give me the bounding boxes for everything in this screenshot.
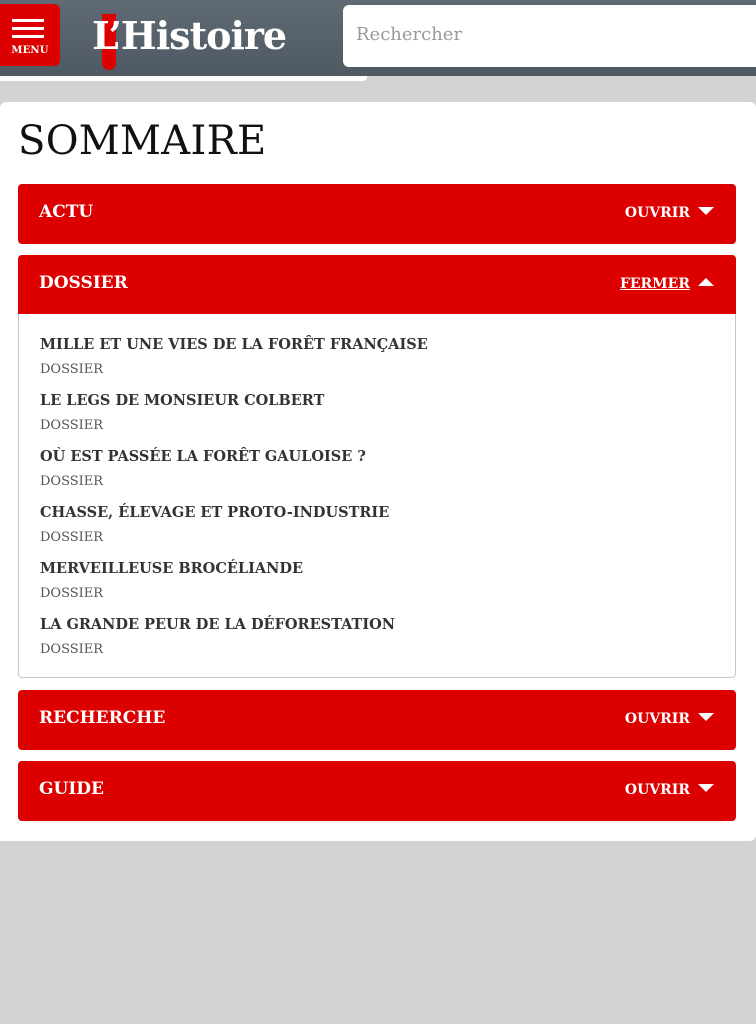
section-toggle[interactable]	[625, 782, 714, 798]
section-title: GUIDE	[39, 779, 104, 799]
triangle-up-icon	[698, 278, 714, 286]
section-header-dossier[interactable]	[18, 255, 736, 315]
section-toggle[interactable]	[625, 205, 714, 221]
menu-label: MENU	[11, 45, 49, 56]
article-category: DOSSIER	[40, 586, 104, 601]
list-item	[40, 616, 395, 657]
list-item	[40, 560, 303, 601]
section-header-guide[interactable]	[18, 761, 736, 821]
list-item	[40, 392, 324, 433]
article-category: DOSSIER	[40, 530, 104, 545]
article-category: DOSSIER	[40, 362, 104, 377]
site-logo[interactable]	[92, 10, 286, 66]
header-underline	[0, 76, 367, 81]
article-category: DOSSIER	[40, 418, 104, 433]
page-title: SOMMAIRE	[18, 118, 267, 164]
triangle-down-icon	[698, 713, 714, 721]
search-placeholder: Rechercher	[356, 24, 463, 45]
list-item	[40, 504, 389, 545]
logo-text: L’Histoire	[92, 13, 287, 58]
toggle-label: OUVRIR	[624, 205, 690, 221]
section-title: ACTU	[39, 202, 94, 222]
article-link[interactable]: CHASSE, ÉLEVAGE ET PROTO-INDUSTRIE	[40, 504, 390, 521]
toggle-label: OUVRIR	[624, 711, 690, 727]
triangle-down-icon	[698, 784, 714, 792]
article-category: DOSSIER	[40, 642, 104, 657]
list-item	[40, 336, 428, 377]
section-title: RECHERCHE	[39, 708, 166, 728]
section-header-actu[interactable]	[18, 184, 736, 244]
section-toggle[interactable]	[625, 711, 714, 727]
article-link[interactable]: MERVEILLEUSE BROCÉLIANDE	[40, 560, 304, 577]
toggle-label: FERMER	[619, 276, 690, 292]
section-title: DOSSIER	[39, 273, 128, 293]
site-header	[0, 0, 756, 76]
triangle-down-icon	[698, 207, 714, 215]
article-category: DOSSIER	[40, 474, 104, 489]
menu-button[interactable]	[0, 4, 60, 66]
section-body-dossier	[18, 314, 736, 678]
hamburger-icon	[12, 19, 44, 43]
article-link[interactable]: LE LEGS DE MONSIEUR COLBERT	[40, 392, 325, 409]
section-toggle[interactable]	[620, 276, 714, 292]
list-item	[40, 448, 366, 489]
toggle-label: OUVRIR	[624, 782, 690, 798]
article-link[interactable]: MILLE ET UNE VIES DE LA FORÊT FRANÇAISE	[40, 336, 428, 353]
article-link[interactable]: LA GRANDE PEUR DE LA DÉFORESTATION	[40, 616, 396, 633]
section-header-recherche[interactable]	[18, 690, 736, 750]
article-link[interactable]: OÙ EST PASSÉE LA FORÊT GAULOISE ?	[40, 448, 366, 465]
